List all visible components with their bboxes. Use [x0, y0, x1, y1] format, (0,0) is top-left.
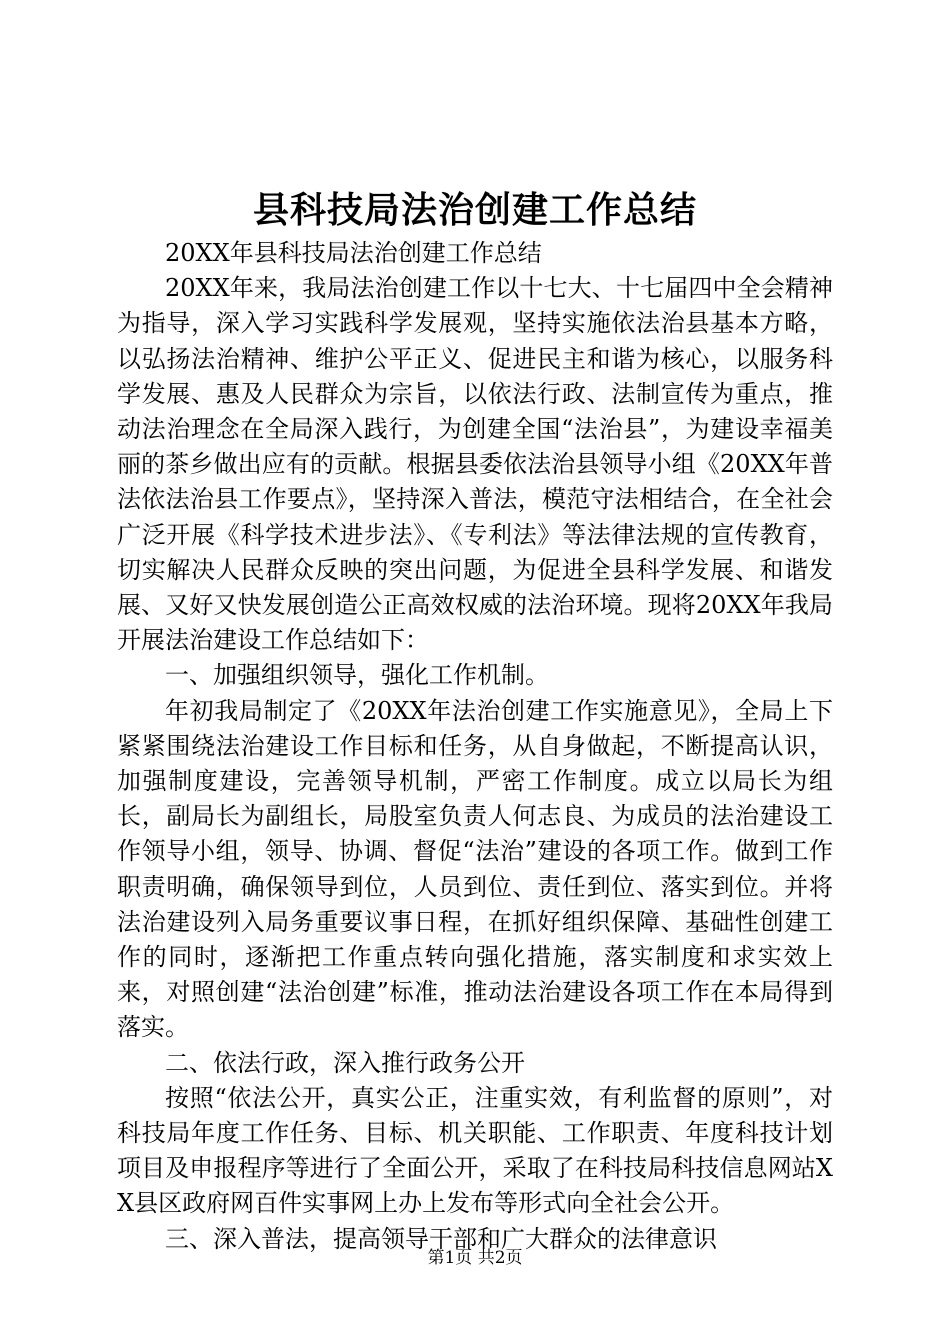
paragraph-subtitle: 20XX年县科技局法治创建工作总结	[165, 239, 542, 267]
document-title: 县科技局法治创建工作总结	[252, 189, 697, 231]
paragraph-section-2: 按照“依法公开，真实公正，注重实效，有利监督的原则”，对科技局年度工作任务、目标、机关职能、工作职责、年度科技计划项目及申报程序等进行了全面公开，采取了在科技局科技信息网站XX县区政府网百件实事网上办上发布等形式向全社会公开。	[117, 1083, 833, 1218]
section-heading-1: 一、加强组织领导，强化工作机制。	[165, 661, 549, 690]
page-footer: 第1页 共2页	[427, 1248, 523, 1268]
document-body	[117, 236, 833, 1257]
section-heading-3: 三、深入普法，提高领导干部和广大群众的法律意识	[165, 1224, 717, 1253]
section-heading-2: 二、依法行政，深入推行政务公开	[165, 1048, 525, 1077]
paragraph-intro: 20XX年来，我局法治创建工作以十七大、十七届四中全会精神为指导，深入学习实践科学发展观，坚持实施依法治县基本方略，以弘扬法治精神、维护公平正义、促进民主和谐为核心，以服务科学发展、惠及人民群众为宗旨，以依法行政、法制宣传为重点，推动法治理念在全局深入践行，为创建全国“法治县”，为建设幸福美丽的茶乡做出应有的贡献。根据县委依法治县领导小组《20XX年普法依法治县工作要点》，坚持深入普法，模范守法相结合，在全社会广泛开展《科学技术进步法》、《专利法》等法律法规的宣传教育，切实解决人民群众反映的突出问题，为促进全县科学发展、和谐发展、又好又快发展创造公正高效权威的法治环境。现将20XX年我局开展法治建设工作总结如下：	[117, 274, 833, 655]
paragraph-section-1: 年初我局制定了《20XX年法治创建工作实施意见》，全局上下紧紧围绕法治建设工作目标和任务，从自身做起，不断提高认识，加强制度建设，完善领导机制，严密工作制度。成立以局长为组长，副局长为副组长，局股室负责人何志良、为成员的法治建设工作领导小组，领导、协调、督促“法治”建设的各项工作。做到工作职责明确，确保领导到位，人员到位、责任到位、落实到位。并将法治建设列入局务重要议事日程，在抓好组织保障、基础性创建工作的同时，逐渐把工作重点转向强化措施，落实制度和求实效上来，对照创建“法治创建”标准，推动法治建设各项工作在本局得到落实。	[117, 696, 833, 1042]
